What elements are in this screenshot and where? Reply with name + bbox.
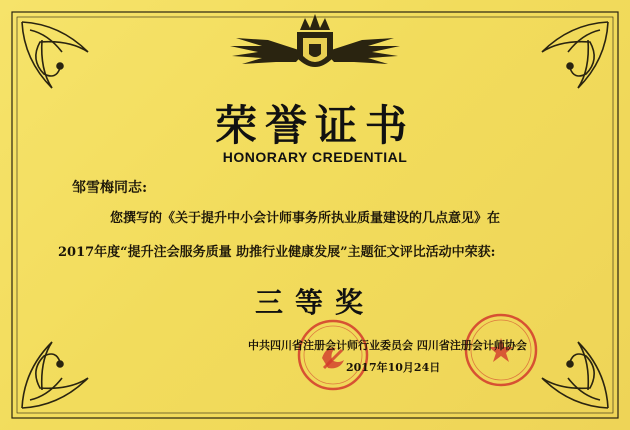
corner-ornament-bottom-right-icon	[542, 342, 608, 408]
corner-ornament-bottom-left-icon	[22, 342, 88, 408]
issuing-organizations: 中共四川省注册会计师行业委员会 四川省注册会计师协会	[248, 339, 527, 352]
issue-date: 2017年10月24日	[346, 361, 441, 374]
certificate-title: 荣誉证书	[214, 101, 415, 150]
award-level: 三等奖	[254, 286, 375, 319]
committee-seal-icon	[296, 318, 370, 392]
corner-ornament-top-left-icon	[22, 22, 88, 88]
certificate-subtitle: HONORARY CREDENTIAL	[222, 149, 408, 165]
body-text-line-1: 您撰写的《关于提升中小会计师事务所执业质量建设的几点意见》在	[110, 211, 501, 226]
corner-ornament-top-right-icon	[542, 22, 608, 88]
body-text-line-2: 2017年度“提升注会服务质量 助推行业健康发展”主题征文评比活动中荣获:	[58, 245, 496, 260]
winged-crest-icon	[230, 14, 400, 67]
recipient-line: 邹雪梅同志:	[72, 180, 148, 196]
